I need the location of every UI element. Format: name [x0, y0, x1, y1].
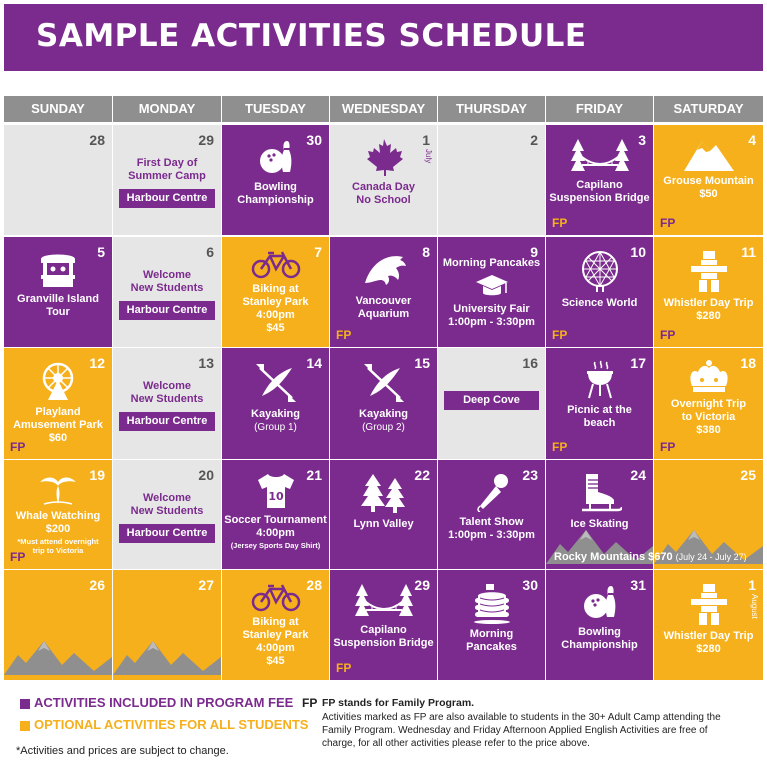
day-number: 25	[740, 467, 756, 483]
calendar-day-cell[interactable]	[654, 125, 763, 235]
calendar-day-cell[interactable]	[546, 348, 653, 459]
day-number: 30	[306, 132, 322, 148]
day-number: 27	[198, 577, 214, 593]
kayak-icon	[254, 360, 298, 409]
title-banner	[4, 4, 763, 71]
activity-label: Canada Day	[352, 181, 415, 193]
activity-label: Whale Watching	[15, 510, 101, 522]
activity-label: No School	[356, 194, 411, 206]
activity-label: Kayaking	[251, 408, 300, 420]
calendar-day-cell[interactable]	[654, 348, 763, 459]
activity-label: Soccer Tournament	[224, 514, 327, 526]
day-number: 19	[89, 467, 105, 483]
day-number: 23	[522, 467, 538, 483]
day-header-saturday: SATURDAY	[654, 96, 763, 122]
crown-icon	[688, 360, 730, 399]
inukshuk-icon	[689, 249, 729, 298]
day-number: 9	[530, 244, 538, 260]
rocky-mountains-dates: (July 24 - July 27)	[675, 552, 747, 562]
maple-leaf-icon	[364, 137, 404, 182]
mountains-icon	[4, 635, 112, 680]
calendar-day-cell[interactable]	[222, 570, 329, 680]
activity-label: Ice Skating	[570, 518, 629, 530]
calendar-day-cell[interactable]	[113, 237, 221, 347]
legend-optional: OPTIONAL ACTIVITIES FOR ALL STUDENTS	[34, 717, 309, 732]
day-number: 28	[89, 132, 105, 148]
activity-label: Tour	[46, 306, 70, 318]
calendar-day-cell[interactable]	[222, 125, 329, 235]
day-number: 10	[630, 244, 646, 260]
fp-label: FP	[302, 696, 318, 710]
calendar-day-cell[interactable]	[438, 460, 545, 569]
activity-label: Championship	[561, 639, 638, 651]
day-number: 20	[198, 467, 214, 483]
activity-label: $50	[699, 188, 718, 200]
location-tag[interactable]: Harbour Centre	[119, 189, 215, 208]
activity-label: 1:00pm - 3:30pm	[448, 316, 535, 328]
fp-badge: FP	[552, 216, 568, 230]
activity-label: Stanley Park	[242, 296, 309, 308]
activity-label: Welcome	[142, 380, 192, 392]
activity-label: Morning Pancakes	[442, 257, 541, 269]
activity-label: Summer Camp	[128, 170, 206, 182]
activity-label: New Students	[130, 282, 204, 294]
day-header-monday: MONDAY	[113, 96, 221, 122]
calendar-day-cell[interactable]	[438, 237, 545, 347]
bowling-icon	[256, 137, 296, 182]
day-number: 13	[198, 355, 214, 371]
activity-label: $45	[266, 655, 285, 667]
calendar-day-cell[interactable]	[330, 570, 437, 680]
fp-badge: FP	[336, 661, 352, 675]
bicycle-icon	[251, 249, 301, 284]
calendar-day-cell[interactable]	[438, 570, 545, 680]
activity-label: Biking at	[252, 283, 299, 295]
activity-label: Grouse Mountain	[663, 175, 754, 187]
fp-title: FP stands for Family Program.	[322, 697, 475, 709]
location-tag[interactable]: Harbour Centre	[119, 301, 215, 320]
activity-label: Suspension Bridge	[333, 637, 434, 649]
activity-label: Kayaking	[359, 408, 408, 420]
activity-label: Welcome	[142, 492, 192, 504]
activity-label: 4:00pm	[256, 642, 295, 654]
ice-skate-icon	[578, 472, 622, 519]
day-number: 28	[306, 577, 322, 593]
activity-sublabel: (Group 2)	[362, 422, 405, 433]
activity-label: Science World	[561, 297, 638, 309]
activity-label: Stanley Park	[242, 629, 309, 641]
calendar-day-cell[interactable]	[654, 237, 763, 347]
activity-label: New Students	[130, 393, 204, 405]
activity-label: Talent Show	[459, 516, 524, 528]
purple-legend-swatch	[20, 699, 30, 709]
day-number: 2	[530, 132, 538, 148]
activity-label: 4:00pm	[256, 527, 295, 539]
month-label: August	[750, 594, 759, 619]
kayak-icon	[362, 360, 406, 409]
activity-label: $280	[696, 310, 721, 322]
calendar-day-cell[interactable]	[4, 460, 112, 569]
day-number: 7	[314, 244, 322, 260]
day-number: 14	[306, 355, 322, 371]
calendar-day-cell[interactable]	[546, 570, 653, 680]
bicycle-icon	[251, 582, 301, 617]
mountains-icon	[113, 635, 221, 680]
calendar-day-cell[interactable]	[113, 348, 221, 459]
fp-badge: FP	[10, 440, 26, 454]
bbq-icon	[585, 360, 615, 405]
day-number: 1	[748, 577, 756, 593]
yellow-legend-swatch	[20, 721, 30, 731]
activity-note: trip to Victoria	[32, 546, 84, 555]
svg-text:10: 10	[267, 490, 284, 503]
activity-label: University Fair	[453, 303, 530, 315]
activity-note: (Jersey Sports Day Shirt)	[230, 541, 321, 550]
activity-label: Welcome	[142, 269, 192, 281]
activity-label: Biking at	[252, 616, 299, 628]
day-header-friday: FRIDAY	[546, 96, 653, 122]
activity-label: Morning	[469, 628, 514, 640]
geodesic-dome-icon	[578, 249, 622, 298]
calendar-day-cell[interactable]	[4, 125, 112, 235]
fp-description: Activities marked as FP are also available to students in the 30+ Adult Camp attending the Family Program. Wednesday and Friday Afternoon Applied English Activities are free of charge, for all other activities please refer to the price above.	[322, 712, 721, 749]
activity-label: to Victoria	[681, 411, 736, 423]
day-number: 31	[630, 577, 646, 593]
day-header-sunday: SUNDAY	[4, 96, 112, 122]
activity-label: Lynn Valley	[353, 518, 414, 530]
day-number: 24	[630, 467, 646, 483]
calendar-day-cell[interactable]	[654, 570, 763, 680]
activity-sublabel: (Group 1)	[254, 422, 297, 433]
activity-label: Whistler Day Trip	[663, 297, 754, 309]
activity-label: Capilano	[576, 179, 623, 191]
calendar-day-cell[interactable]	[113, 570, 221, 680]
calendar-day-cell[interactable]	[4, 237, 112, 347]
day-number: 3	[638, 132, 646, 148]
activity-label: 1:00pm - 3:30pm	[448, 529, 535, 541]
dolphin-icon	[359, 249, 409, 296]
location-tag[interactable]: Deep Cove	[444, 391, 539, 410]
inukshuk-icon	[689, 582, 729, 631]
activity-note: *Must attend overnight	[17, 537, 99, 546]
activity-label: $45	[266, 322, 285, 334]
mountain-icon	[684, 137, 734, 176]
activity-label: Overnight Trip	[670, 398, 747, 410]
rocky-mountains-price: Rocky Mountains $670	[554, 551, 676, 563]
day-number: 12	[89, 355, 105, 371]
day-number: 5	[97, 244, 105, 260]
calendar-day-cell[interactable]	[222, 237, 329, 347]
activity-label: $280	[696, 643, 721, 655]
market-stall-icon	[37, 249, 79, 294]
fp-badge: FP	[660, 440, 676, 454]
page-title: SAMPLE ACTIVITIES SCHEDULE	[36, 18, 587, 54]
fp-badge: FP	[336, 328, 352, 342]
activity-label: $380	[696, 424, 721, 436]
microphone-icon	[474, 472, 510, 517]
trees-icon	[359, 472, 409, 519]
graduation-cap-icon	[474, 273, 510, 304]
calendar-day-cell[interactable]	[438, 348, 545, 459]
activity-label: Suspension Bridge	[549, 192, 650, 204]
day-number: 11	[741, 244, 756, 260]
bowling-icon	[580, 582, 620, 627]
calendar-day-cell[interactable]	[546, 237, 653, 347]
activity-label: beach	[583, 417, 616, 429]
day-header-wednesday: WEDNESDAY	[330, 96, 437, 122]
calendar-day-cell[interactable]	[222, 460, 329, 569]
location-tag[interactable]: Harbour Centre	[119, 524, 215, 543]
fp-badge: FP	[660, 216, 676, 230]
calendar-day-cell[interactable]	[330, 348, 437, 459]
day-number: 8	[422, 244, 430, 260]
day-number: 29	[198, 132, 214, 148]
activity-label: 4:00pm	[256, 309, 295, 321]
calendar-day-cell[interactable]	[330, 460, 437, 569]
day-number: 22	[414, 467, 430, 483]
fp-badge: FP	[10, 550, 26, 564]
fp-badge: FP	[552, 440, 568, 454]
activity-label: Playland	[35, 406, 81, 418]
fp-badge: FP	[660, 328, 676, 342]
activity-label: New Students	[130, 505, 204, 517]
activity-label: Vancouver	[355, 295, 412, 307]
activity-label: Bowling	[578, 626, 621, 638]
calendar-day-cell[interactable]	[330, 237, 437, 347]
calendar-day-cell[interactable]	[4, 570, 112, 680]
day-header-tuesday: TUESDAY	[222, 96, 329, 122]
activity-label: Championship	[237, 194, 314, 206]
day-number: 21	[306, 467, 322, 483]
fp-badge: FP	[552, 328, 568, 342]
calendar-day-cell[interactable]	[222, 348, 329, 459]
activity-label: Capilano	[360, 624, 407, 636]
month-label: July	[424, 149, 433, 164]
day-number: 1	[422, 132, 430, 148]
calendar-day-cell[interactable]	[438, 125, 545, 235]
day-number: 6	[206, 244, 214, 260]
calendar-day-cell[interactable]	[4, 348, 112, 459]
pancakes-icon	[472, 582, 512, 629]
day-number: 4	[748, 132, 756, 148]
day-number: 26	[89, 577, 105, 593]
day-number: 18	[740, 355, 756, 371]
ferris-wheel-icon	[38, 360, 78, 407]
day-number: 16	[522, 355, 538, 371]
disclaimer: *Activities and prices are subject to change.	[16, 745, 229, 757]
jersey-icon	[256, 472, 296, 515]
location-tag[interactable]: Harbour Centre	[119, 412, 215, 431]
calendar-day-cell[interactable]	[113, 460, 221, 569]
day-number: 30	[522, 577, 538, 593]
whale-tail-icon	[38, 472, 78, 511]
activity-label: Pancakes	[466, 641, 517, 653]
activity-label: Granville Island	[17, 293, 99, 305]
activity-label: Picnic at the	[567, 404, 632, 416]
legend-included: ACTIVITIES INCLUDED IN PROGRAM FEE	[34, 695, 294, 710]
bridge-icon	[570, 137, 630, 180]
calendar-day-cell[interactable]	[546, 125, 653, 235]
activity-label: Whistler Day Trip	[663, 630, 754, 642]
activity-label: Amusement Park	[13, 419, 103, 431]
activity-label: Bowling	[254, 181, 297, 193]
day-header-thursday: THURSDAY	[438, 96, 545, 122]
day-number: 29	[414, 577, 430, 593]
activity-label: First Day of	[136, 157, 198, 169]
day-number: 15	[414, 355, 430, 371]
bridge-icon	[354, 582, 414, 625]
calendar-day-cell[interactable]	[330, 125, 437, 235]
activity-label: $200	[45, 523, 71, 535]
activity-label: Aquarium	[357, 308, 410, 320]
calendar-day-cell[interactable]	[113, 125, 221, 235]
activity-label: $60	[48, 432, 68, 444]
day-number: 17	[630, 355, 646, 371]
